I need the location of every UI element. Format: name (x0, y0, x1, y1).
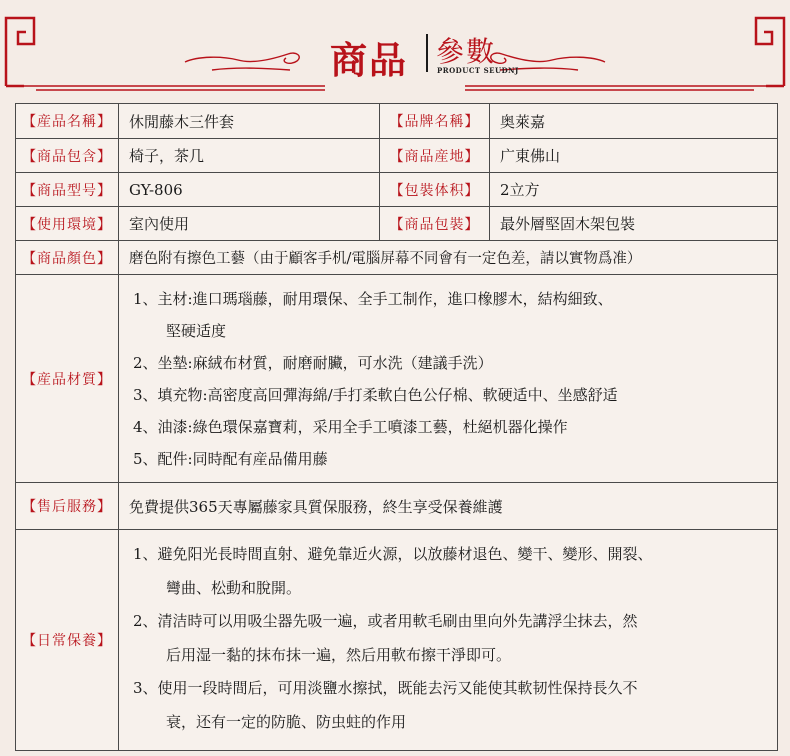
care-line: 彎曲、松動和脫開。 (166, 578, 302, 597)
table-row (16, 207, 777, 241)
spec-label: 【包裝体积】 (380, 173, 490, 206)
material-line: 堅硬适度 (166, 322, 227, 340)
spec-label: 【産品名稱】 (16, 104, 119, 138)
service-value: 免費提供365天專屬藤家具質保服務，終生享受保養維護 (129, 497, 503, 516)
material-line: 1、主材:進口瑪瑙藤，耐用環保、全手工制作，進口橡膠木，結构細致、 (133, 290, 613, 308)
care-line: 衰，还有一定的防脆、防虫蛀的作用 (166, 712, 407, 731)
page-subtitle: 參數 (436, 35, 497, 68)
table-row (16, 104, 777, 139)
care-line: 1、避免阳光長時間直射、避免靠近火源，以放藤材退色、變干、變形、開裂、 (133, 545, 653, 563)
material-line: 2、坐墊:麻絨布材質，耐磨耐臟，可水洗（建議手洗） (133, 354, 493, 372)
service-label: 【售后服務】 (16, 483, 119, 529)
care-line: 2、清洁時可以用吸尘器先吸一遍，或者用軟毛刷由里向外先講浮尘抹去，然 (133, 612, 638, 630)
spec-value: 休閒藤木三件套 (119, 104, 380, 138)
table-row (16, 139, 777, 173)
page-subtitle-en: PRODUCT SEUDNJ (437, 66, 519, 75)
material-label: 【産品材質】 (16, 275, 119, 482)
table-row (16, 173, 777, 207)
spec-label: 【商品包含】 (16, 139, 119, 172)
care-label: 【日常保養】 (16, 530, 119, 750)
table-row-material (16, 275, 777, 483)
spec-label: 【使用環境】 (16, 207, 119, 240)
spec-label: 【商品包裝】 (380, 207, 490, 240)
care-line: 3、使用一段時間后，可用淡鹽水擦拭，既能去污又能使其軟韧性保持長久不 (133, 679, 638, 697)
spec-value: 广東佛山 (500, 147, 561, 165)
spec-label: 【商品型号】 (16, 173, 119, 206)
spec-value: 最外層堅固木架包裝 (500, 215, 636, 233)
spec-value: 奥萊嘉 (500, 112, 546, 131)
material-list (119, 275, 777, 482)
material-line: 4、油漆:綠色環保嘉寶莉，采用全手工噴漆工藝，杜絕机器化操作 (133, 418, 568, 436)
spec-value: GY-806 (119, 173, 380, 206)
title-divider (426, 34, 428, 72)
color-value: 磨色附有擦色工藝（由于顧客手机/電腦屏幕不同會有一定色差，請以實物爲准） (129, 251, 642, 267)
header-banner (0, 0, 790, 95)
spec-value: 2立方 (500, 181, 540, 199)
table-row-color (16, 241, 777, 275)
color-label: 【商品顏色】 (16, 241, 119, 274)
spec-table (15, 103, 778, 751)
spec-label: 【品牌名稱】 (380, 104, 490, 138)
spec-value: 椅子，茶几 (119, 139, 380, 172)
material-line: 5、配件:同時配有産品備用藤 (133, 450, 328, 468)
care-line: 后用湿一黏的抹布抹一遍，然后用軟布擦干淨即可。 (166, 645, 512, 664)
care-list (119, 530, 777, 750)
table-row-care (16, 530, 777, 750)
spec-value: 室內使用 (119, 207, 380, 240)
material-line: 3、填充物:高密度高回彈海綿/手打柔軟白色公仔棉、軟硬适中、坐感舒适 (133, 386, 618, 404)
spec-label: 【商品産地】 (380, 139, 490, 172)
page-title: 商品 (330, 38, 408, 82)
table-row-service (16, 483, 777, 530)
